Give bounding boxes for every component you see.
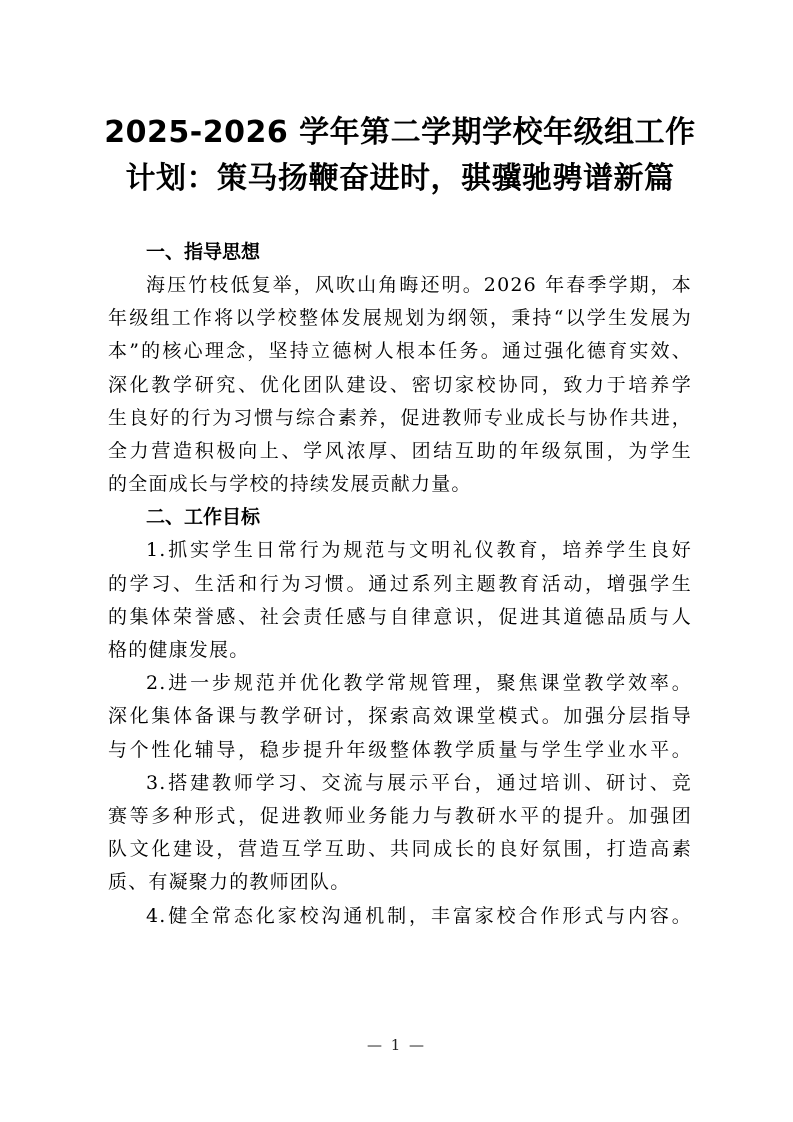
- goal-item-1: [108, 534, 692, 667]
- section-work-goals: [108, 501, 692, 932]
- paragraph-line: 队文化建设，营造互学互助、共同成长的良好氛围，打造高素: [108, 838, 692, 861]
- section-heading: 二、工作目标: [146, 506, 261, 529]
- document-title: [100, 110, 700, 202]
- paragraph-line: 赛等多种形式，促进教师业务能力与教研水平的提升。加强团: [108, 805, 692, 828]
- paragraph-line: 4.健全常态化家校沟通机制，丰富家校合作形式与内容。: [146, 904, 692, 927]
- paragraph-line: 本”的核心理念，坚持立德树人根本任务。通过强化德育实效、: [108, 340, 692, 363]
- paragraph-line: 1.抓实学生日常行为规范与文明礼仪教育，培养学生良好: [146, 539, 692, 562]
- goal-item-4: [108, 900, 692, 933]
- paragraph-line: 的学习、生活和行为习惯。通过系列主题教育活动，增强学生: [108, 572, 692, 595]
- title-line-1: 2025-2026 学年第二学期学校年级组工作: [104, 115, 696, 150]
- goal-item-3: [108, 767, 692, 900]
- paragraph-line: 生良好的行为习惯与综合素养，促进教师专业成长与协作共进，: [108, 406, 692, 429]
- paragraph-line: 3.搭建教师学习、交流与展示平台，通过培训、研讨、竞: [146, 771, 692, 794]
- paragraph-line: 全力营造积极向上、学风浓厚、团结互助的年级氛围，为学生: [108, 440, 692, 463]
- paragraph-line: 海压竹枝低复举，风吹山角晦还明。2026 年春季学期，本: [146, 274, 692, 296]
- paragraph-line: 年级组工作将以学校整体发展规划为纲领，秉持“以学生发展为: [108, 307, 692, 330]
- document-body: [108, 236, 692, 933]
- paragraph-line: 深化教学研究、优化团队建设、密切家校协同，致力于培养学: [108, 373, 692, 396]
- paragraph-line: 的全面成长与学校的持续发展贡献力量。: [108, 473, 472, 496]
- paragraph-line: 格的健康发展。: [108, 639, 250, 662]
- paragraph-line: 与个性化辅导，稳步提升年级整体教学质量与学生学业水平。: [108, 738, 692, 761]
- section-guiding-ideology: [108, 236, 692, 501]
- paragraph: [108, 269, 692, 501]
- paragraph-line: 2.进一步规范并优化教学常规管理，聚焦课堂教学效率。: [146, 672, 692, 695]
- section-heading: 一、指导思想: [146, 241, 261, 263]
- paragraph-line: 深化集体备课与教学研讨，探索高效课堂模式。加强分层指导: [108, 705, 692, 728]
- page-number: — 1 —: [366, 1036, 427, 1054]
- goal-item-2: [108, 667, 692, 767]
- paragraph-line: 质、有凝聚力的教师团队。: [108, 871, 351, 894]
- paragraph-line: 的集体荣誉感、社会责任感与自律意识，促进其道德品质与人: [108, 605, 692, 628]
- title-line-2: 计划：策马扬鞭奋进时，骐骥驰骋谱新篇: [125, 161, 675, 196]
